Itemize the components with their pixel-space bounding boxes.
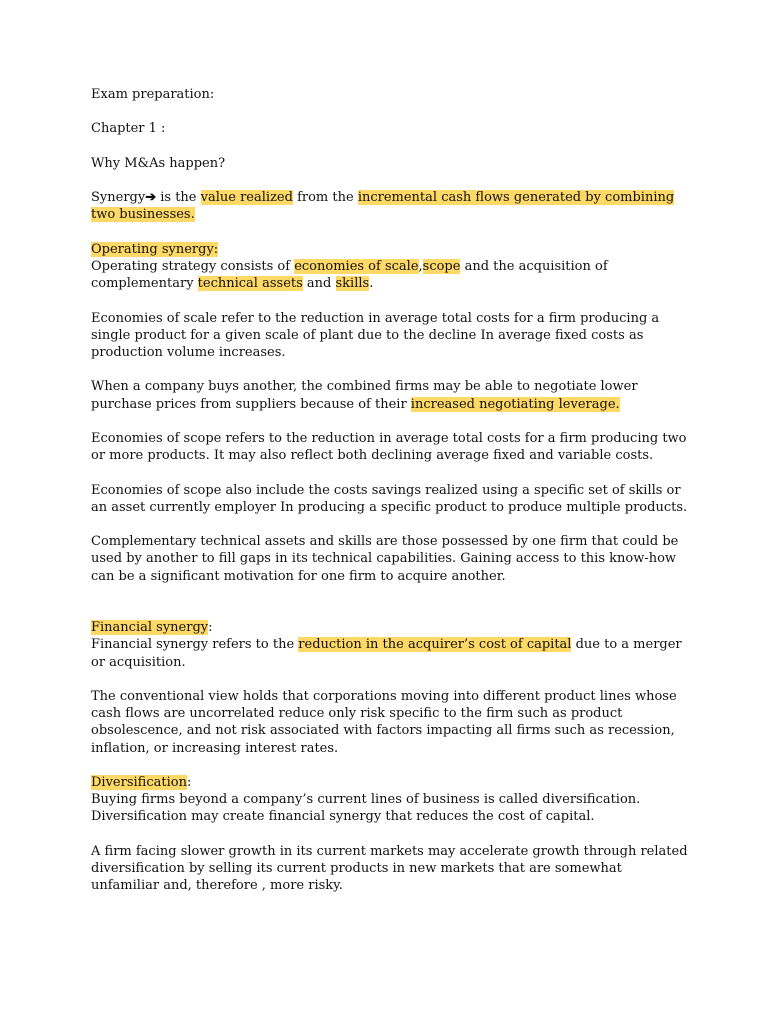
highlight-skills: skills (335, 276, 370, 292)
text-run: and (302, 276, 336, 292)
text-run: When a company buys another, the combined firms may be able to negotiate lower purchase prices from suppliers because of their (91, 379, 638, 412)
text-run: from the (292, 190, 358, 206)
highlight-economies-of-scale: economies of scale (294, 258, 419, 274)
text-run: . (190, 207, 195, 223)
economies-of-scope-para-1: Economies of scope refers to the reduction in average total costs for a firm producing two or more products. It may also reflect both declining average fixed and variable costs. (91, 430, 687, 464)
text-run: . (615, 396, 620, 412)
text-run: . (369, 276, 374, 292)
spacer (91, 602, 691, 619)
highlight-negotiating-leverage: increased negotiating leverage (410, 396, 616, 412)
synergy-definition (91, 189, 691, 223)
diversification-para: Buying firms beyond a company’s current lines of business is called diversification. Diversification may create financial synergy that reduces the cost of capital. (91, 792, 641, 825)
financial-synergy-heading (91, 619, 691, 636)
operating-synergy-heading (91, 241, 691, 258)
chapter-heading: Chapter 1 : (91, 121, 166, 137)
economies-of-scale-para: Economies of scale refer to the reduction in average total costs for a firm producing a single product for a given scale of plant due to the decline In average fixed costs as production volume increases. (91, 310, 660, 360)
text-run: due to a merger or acquisition. (91, 637, 682, 670)
doc-title: Exam preparation: (91, 87, 215, 102)
complementary-assets-para: Complementary technical assets and skills are those possessed by one firm that could be used by another to fill gaps in its technical capabilities. Gaining access to this know-how can be a significant motivation for one firm to acquire another. (91, 534, 679, 584)
operating-strategy-para (91, 258, 691, 292)
diversification-heading (91, 774, 691, 791)
document-page (91, 86, 691, 912)
negotiating-leverage-para (91, 378, 691, 412)
highlight-value-realized: value realized (200, 190, 293, 206)
text-run: Operating strategy consists of (91, 258, 295, 274)
text-run: : (208, 620, 213, 636)
highlight-technical-assets: technical assets (197, 276, 303, 292)
highlight-heading: Operating synergy: (91, 241, 219, 257)
question-heading: Why M&As happen? (91, 155, 226, 171)
highlight-heading: Financial synergy (91, 620, 209, 636)
highlight-heading: Diversification (91, 774, 187, 790)
financial-synergy-para (91, 636, 691, 670)
conventional-view-para: The conventional view holds that corporations moving into different product lines whose cash flows are uncorrelated reduce only risk specific to the firm such as product obsolescence, and not risk associated with factors impacting all firms such as recession, inflation, or increasing interest rates. (91, 688, 677, 756)
text-run: : (186, 774, 192, 790)
arrow-right-icon: ➔ (145, 190, 157, 206)
highlight-scope: scope (422, 258, 461, 274)
highlight-incremental-cash-flows: incremental cash flows generated by combining two businesses (91, 190, 675, 223)
economies-of-scope-para-2: Economies of scope also include the costs savings realized using a specific set of skills or an asset currently employer In producing a specific product to produce multiple products. (91, 482, 688, 515)
text-run: , (418, 258, 423, 274)
highlight-cost-of-capital: reduction in the acquirer’s cost of capital (298, 637, 572, 653)
slower-growth-para: A firm facing slower growth in its current markets may accelerate growth through related diversification by selling its current products in new markets that are somewhat unfamiliar and, therefore , more risky. (91, 843, 688, 894)
text-run: is the (156, 190, 201, 206)
text-run: and the acquisition of complementary (91, 258, 608, 292)
synergy-term: Synergy (91, 190, 146, 206)
text-run: Financial synergy refers to the (91, 637, 299, 653)
